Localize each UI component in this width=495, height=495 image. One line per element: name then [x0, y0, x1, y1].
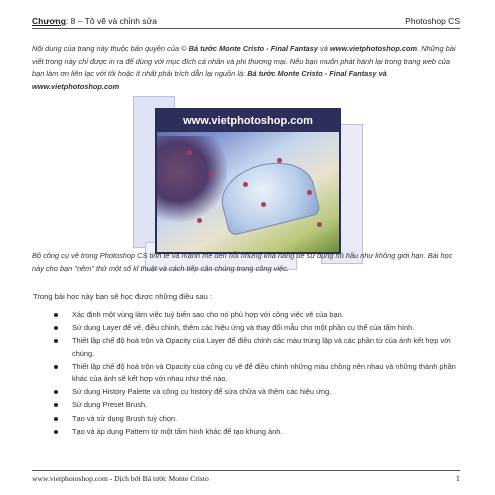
bullet-icon [54, 339, 58, 343]
petal [277, 158, 282, 163]
umbrella-painting [155, 108, 341, 254]
petal [209, 172, 214, 177]
list-item: Sử dụng Layer để vẽ, điều chỉnh, thêm các hiệu ứng và thay đổi mẫu cho một phần cụ thể của tấm hình. [50, 322, 462, 334]
copyright-text-2: và [317, 44, 330, 53]
tree-branches [157, 136, 227, 226]
copyright-text-3: . Những bài viết trong này chỉ được in ra để dùng với mục đích cá nhân và phi thương mại. Nếu bạn muốn phát hành lại trong trang web của bạn làm ơn liên lạc với tôi hoặc ít nhất phải trích dẫn lại nguồn là: [32, 44, 456, 78]
bullet-icon [54, 326, 58, 330]
petal [197, 218, 202, 223]
petal [243, 182, 248, 187]
list-item: Xác định một vùng làm việc tuỳ biến sao cho nó phù hợp với công việc vẽ của bạn. [50, 309, 462, 321]
list-item: Tạo và áp dụng Pattern từ một tấm hình khác để tạo khung ảnh. [50, 426, 462, 438]
chapter-name: : 8 – Tô vẽ và chỉnh sửa [65, 16, 157, 26]
list-item: Thiết lập chế độ hoà trộn và Opacity của Layer để điều chỉnh các màu trùng lặp và các phần từ của ảnh kết hợp với chúng. [50, 335, 462, 359]
list-item: Tạo và sử dụng Brush tuỳ chọn. [50, 413, 462, 425]
petal [307, 190, 312, 195]
bullet-icon [54, 417, 58, 421]
bullet-icon [54, 390, 58, 394]
bullet-icon [54, 403, 58, 407]
learning-intro: Trong bài học này bạn sẽ học được những điều sau : [33, 292, 213, 301]
bullet-icon [54, 430, 58, 434]
list-item: Thiết lập chế độ hoà trộn và Opacity của công cụ vẽ để điều chỉnh những màu chồng nên nhau và những thành phần khác của ảnh sẽ kết hợp với nhau như thế nào. [50, 361, 462, 385]
page-number: 1 [455, 473, 460, 483]
watermark-banner: www.vietphotoshop.com [157, 110, 339, 132]
product-name: Photoshop CS [405, 16, 460, 26]
copyright-text-1: Nội dung của trang này thuộc bản quyền của © [32, 44, 189, 53]
chapter-title [32, 16, 157, 26]
page-header [32, 14, 460, 29]
petal [317, 222, 322, 227]
illustration [133, 92, 361, 270]
copyright-source: Bá tước Monte Cristo - Final Fantasy và www.vietphotoshop.com [32, 69, 387, 91]
list-item: Sử dụng History Palette và công cụ history để sửa chữa và thêm các hiệu ứng. [50, 386, 462, 398]
copyright-author: Bá tước Monte Cristo - Final Fantasy [188, 44, 318, 53]
learning-objectives [50, 309, 462, 439]
petal [187, 150, 192, 155]
bullet-icon [54, 365, 58, 369]
footer-credit: www.vietphotoshop.com - Dịch bởi Bá tước Monte Cristo [32, 474, 209, 483]
chapter-label: Chương [32, 16, 66, 26]
body-paragraph: Bộ công cụ vẽ trong Photoshop CS tinh tế và mạnh mẽ đến nỗi những khả năng để sử dụng nó hầu như không giới hạn. Bài học này cho bạn "nếm" thử một số kĩ thuật và cách tiếp cận chúng trong công việc. [32, 251, 453, 273]
petal [261, 202, 266, 207]
copyright-site: www.vietphotoshop.com [329, 44, 418, 53]
page-footer [32, 470, 460, 485]
umbrella [215, 154, 321, 237]
bullet-icon [54, 313, 58, 317]
list-item: Sử dụng Preset Brush. [50, 399, 462, 411]
copyright-notice [32, 43, 462, 93]
